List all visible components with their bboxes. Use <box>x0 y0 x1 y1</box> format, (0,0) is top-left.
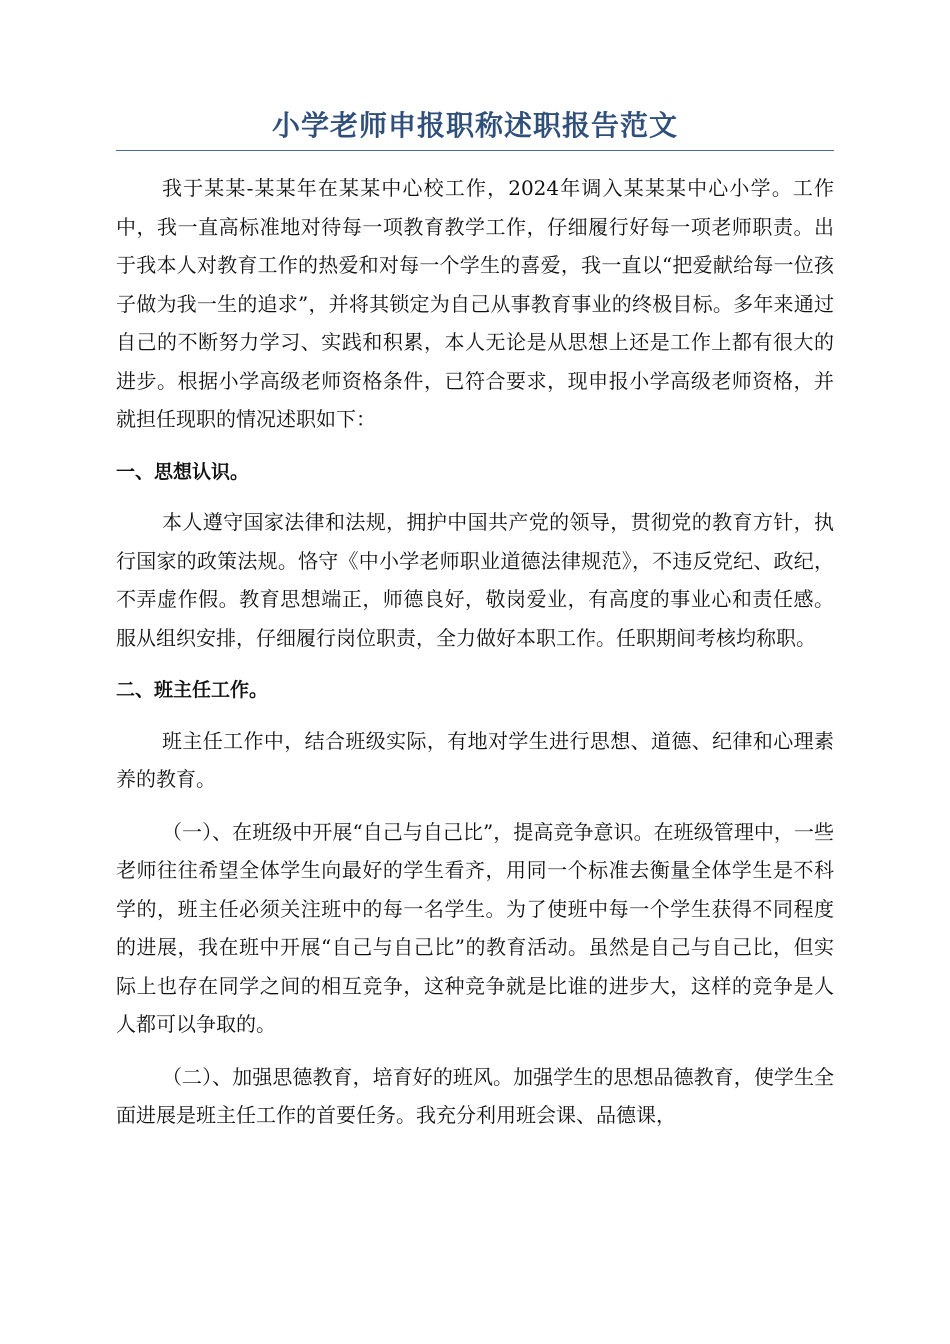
section-thought <box>116 453 834 658</box>
section-paragraph: 班主任工作中，结合班级实际，有地对学生进行思想、道德、纪律和心理素养的教育。 <box>116 728 834 791</box>
section-paragraph: （二）、加强思德教育，培育好的班风。加强学生的思想品德教育，使学生全面进展是班主任工作的首要任务。我充分利用班会课、品德课， <box>116 1064 834 1127</box>
document-title: 小学老师申报职称述职报告范文 <box>116 106 834 151</box>
section-paragraph: 本人遵守国家法律和法规，拥护中国共产党的领导，贯彻党的教育方针，执行国家的政策法规。恪守《中小学老师职业道德法律规范》，不违反党纪、政纪，不弄虚作假。教育思想端正，师德良好，敬岗爱业，有高度的事业心和责任感。服从组织安排，仔细履行岗位职责，全力做好本职工作。任职期间考核均称职。 <box>116 510 834 650</box>
intro-paragraph: 我于某某-某某年在某某中心校工作，2024年调入某某某中心小学。工作中，我一直高标准地对待每一项教育教学工作，仔细履行好每一项老师职责。出于我本人对教育工作的热爱和对每一个学生的喜爱，我一直以“把爱献给每一位孩子做为我一生的追求”，并将其锁定为自己从事教育事业的终极目标。多年来通过自己的不断努力学习、实践和积累，本人无论是从思想上还是工作上都有很大的进步。根据小学高级老师资格条件，已符合要求，现申报小学高级老师资格，并就担任现职的情况述职如下： <box>116 176 834 431</box>
section-heading: 一、思想认识。 <box>116 460 250 483</box>
document-page <box>116 106 834 1135</box>
section-paragraph: （一）、在班级中开展“自己与自己比”，提高竞争意识。在班级管理中，一些老师往往希望全体学生向最好的学生看齐，用同一个标准去衡量全体学生是不科学的，班主任必须关注班中的每一名学生。为了使班中每一个学生获得不同程度的进展，我在班中开展“自己与自己比”的教育活动。虽然是自己与自己比，但实际上也存在同学之间的相互竞争，这种竞争就是比谁的进步大，这样的竞争是人人都可以争取的。 <box>116 819 834 1036</box>
section-heading: 二、班主任工作。 <box>116 679 269 701</box>
section-class-teacher <box>116 671 834 1135</box>
